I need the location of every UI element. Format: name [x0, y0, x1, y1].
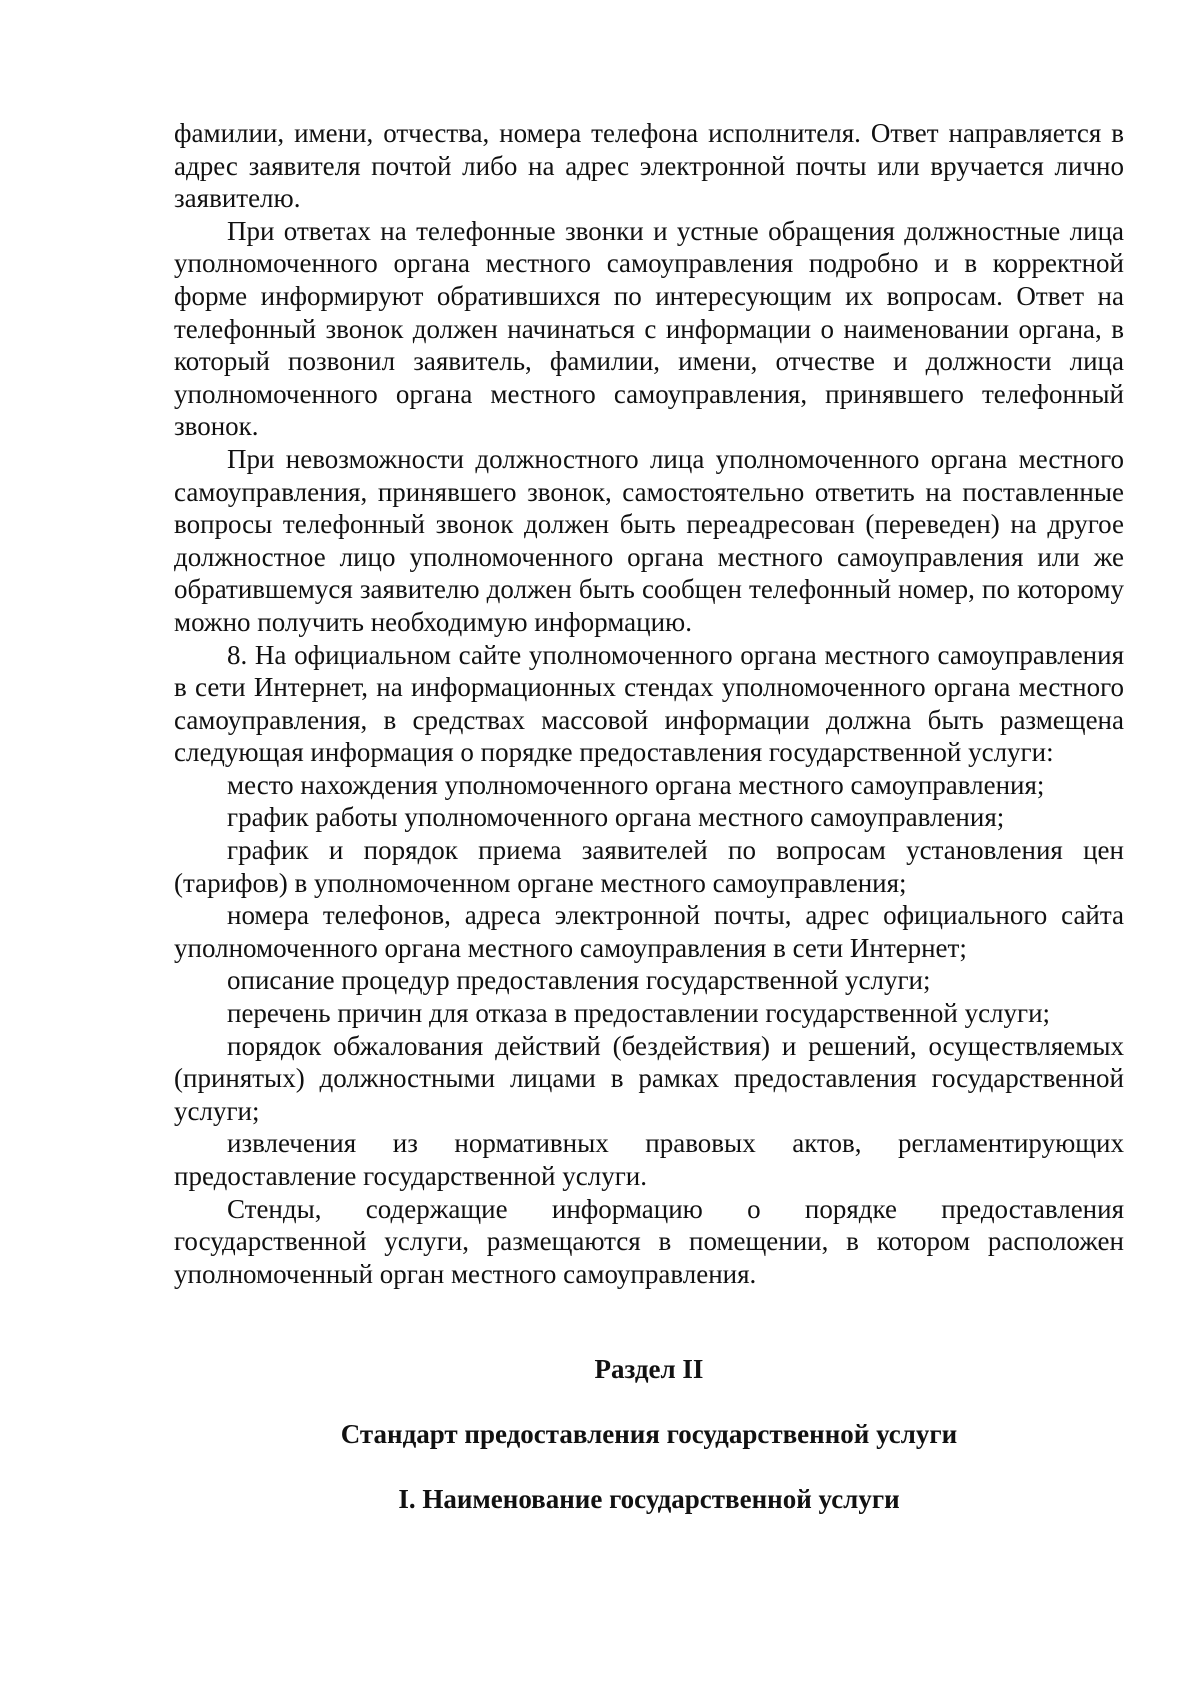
standard-heading: Стандарт предоставления государственной услуги	[340, 1419, 958, 1449]
list-item-location: место нахождения уполномоченного органа местного самоуправления;	[227, 769, 1045, 800]
list-item-procedures: описание процедур предоставления государственной услуги;	[227, 965, 931, 996]
paragraph-item-8: 8. На официальном сайте уполномоченного органа местного самоуправления в сети Интернет, на информационных стендах уполномоченного органа местного самоуправления, в средствах массовой информации должна быть размещена следующая информация о порядке предоставления государственной услуги:	[174, 639, 1124, 768]
section-heading: Раздел II	[594, 1354, 704, 1384]
paragraph-response-delivery: фамилии, имени, отчества, номера телефона исполнителя. Ответ направляется в адрес заявителя почтой либо на адрес электронной почты или вручается лично заявителю.	[174, 118, 1124, 214]
list-item-appeal-procedure: порядок обжалования действий (бездействия) и решений, осуществляемых (принятых) должностными лицами в рамках предоставления государственной услуги;	[174, 1030, 1124, 1126]
service-name-heading: I. Наименование государственной услуги	[398, 1484, 900, 1514]
document-body	[174, 117, 1124, 1290]
list-item-refusal-reasons: перечень причин для отказа в предоставлении государственной услуги;	[227, 998, 1051, 1029]
list-item-work-schedule: график работы уполномоченного органа местного самоуправления;	[227, 802, 1005, 833]
paragraph-stands: Стенды, содержащие информацию о порядке предоставления государственной услуги, размещаются в помещении, в котором расположен уполномоченный орган местного самоуправления.	[174, 1193, 1124, 1289]
list-item-reception-schedule: график и порядок приема заявителей по вопросам установления цен (тарифов) в уполномоченном органе местного самоуправления;	[174, 835, 1124, 898]
paragraph-phone-answers: При ответах на телефонные звонки и устные обращения должностные лица уполномоченного органа местного самоуправления подробно и в корректной форме информируют обратившихся по интересующим их вопросам. Ответ на телефонный звонок должен начинаться с информации о наименовании органа, в который позвонил заявитель, фамилии, имени, отчестве и должности лица уполномоченного органа местного самоуправления, принявшего телефонный звонок.	[174, 215, 1124, 442]
list-item-legal-extracts: извлечения из нормативных правовых актов, регламентирующих предоставление государственной услуги.	[174, 1128, 1124, 1191]
list-item-contacts: номера телефонов, адреса электронной почты, адрес официального сайта уполномоченного органа местного самоуправления в сети Интернет;	[174, 900, 1124, 963]
paragraph-call-redirect: При невозможности должностного лица уполномоченного органа местного самоуправления, принявшего звонок, самостоятельно ответить на поставленные вопросы телефонный звонок должен быть переадресован (переведен) на другое должностное лицо уполномоченного органа местного самоуправления или же обратившемуся заявителю должен быть сообщен телефонный номер, по которому можно получить необходимую информацию.	[174, 443, 1124, 637]
